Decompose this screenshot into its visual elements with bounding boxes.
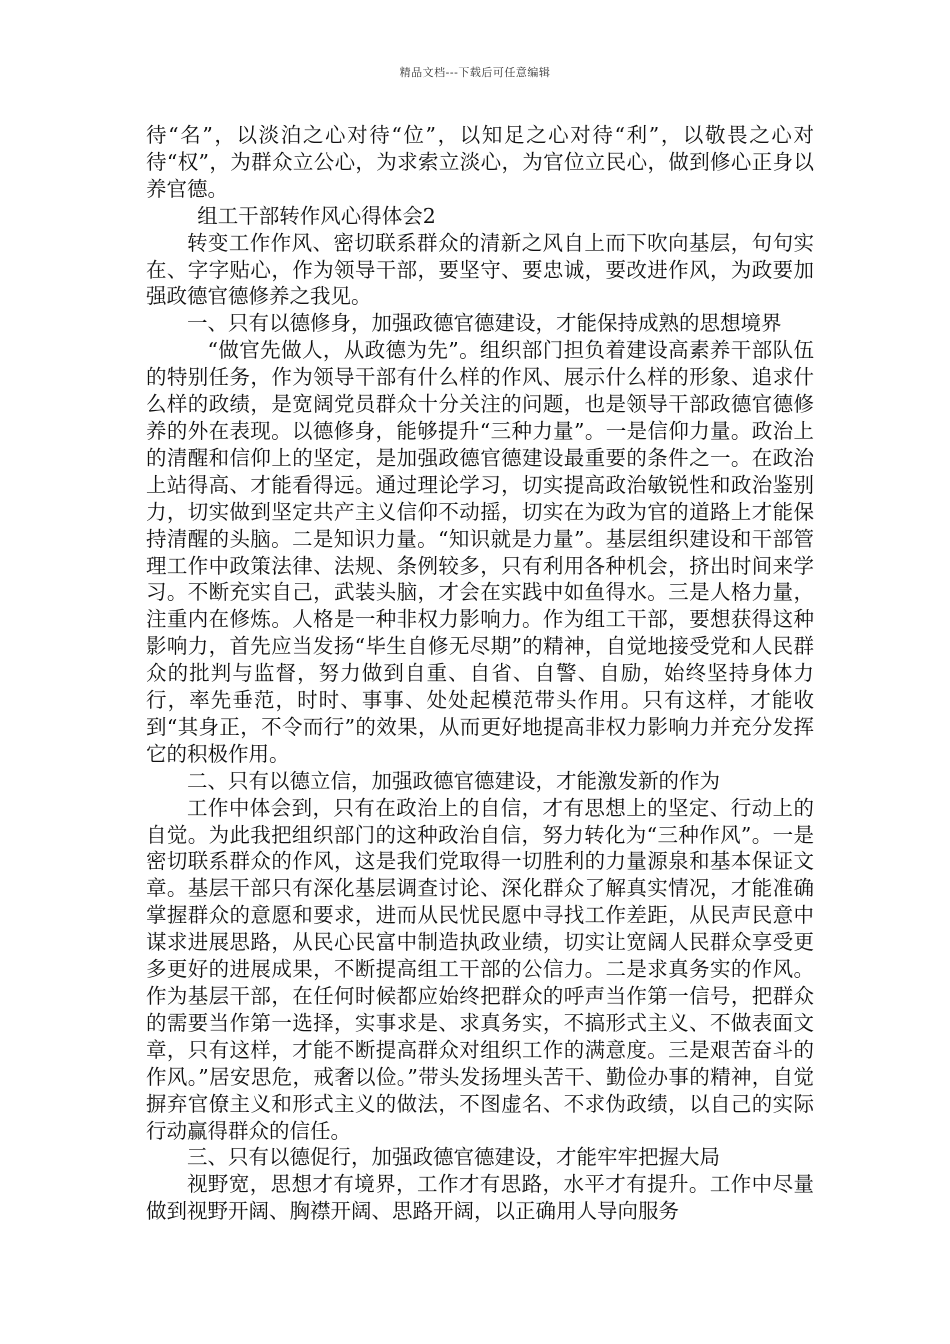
paragraph-one: “做官先做人，从政德为先”。组织部门担负着建设高素养干部队伍的特别任务，作为领导干部有什么样的作风、展示什么样的形象、追求什么样的政绩，是宽阔党员群众十分关注的问题，也是领导干部政德官德修养的外在表现。以德修身，能够提升“三种力量”。一是信仰力量。政治上的清醒和信仰上的坚定，是加强政德官德建设最重要的条件之一。在政治上站得高、才能看得远。通过理论学习，切实提高政治敏锐性和政治鉴别力，切实做到坚定共产主义信仰不动摇，切实在为政为官的道路上才能保持清醒的头脑。二是知识力量。“知识就是力量”。基层组织建设和干部管理工作中政策法律、法规、条例较多，只有利用各种机会，挤出时间来学习。不断充实自己，武装头脑，才会在实践中如鱼得水。三是人格力量，注重内在修炼。人格是一种非权力影响力。作为组工干部，要想获得这种影响力，首先应当发扬“毕生自修无尽期”的精神，自觉地接受党和人民群众的批判与监督，努力做到自重、自省、自警、自励，始终坚持身体力行，率先垂范，时时、事事、处处起模范带头作用。只有这样，才能收到“其身正，不令而行”的效果，从而更好地提高非权力影响力并充分发挥它的积极作用。	[146, 338, 814, 766]
document-body	[146, 122, 814, 1225]
paragraph-two: 工作中体会到，只有在政治上的自信，才有思想上的坚定、行动上的自觉。为此我把组织部门的这种政治自信，努力转化为“三种作风”。一是密切联系群众的作风，这是我们党取得一切胜利的力量源泉和基本保证文章。基层干部只有深化基层调查讨论、深化群众了解真实情况，才能准确掌握群众的意愿和要求，进而从民忧民愿中寻找工作差距，从民声民意中谋求进展思路，从民心民富中制造执政业绩，切实让宽阔人民群众享受更多更好的进展成果，不断提高组工干部的公信力。二是求真务实的作风。作为基层干部，在任何时候都应始终把群众的呼声当作第一信号，把群众的需要当作第一选择，实事求是、求真务实，不搞形式主义、不做表面文章，只有这样，才能不断提高群众对组织工作的满意度。三是艰苦奋斗的作风。”居安思危，戒奢以俭。”带头发扬埋头苦干、勤俭办事的精神，自觉摒弃官僚主义和形式主义的做法，不图虚名、不求伪政绩，以自己的实际行动赢得群众的信任。	[146, 795, 814, 1143]
heading-two: 二、只有以德立信，加强政德官德建设，才能激发新的作为	[187, 768, 720, 793]
intro-paragraph: 转变工作作风、密切联系群众的清新之风自上而下吹向基层，句句实在、字字贴心，作为领导干部，要坚守、要忠诚，要改进作风，为政要加强政德官德修养之我见。	[146, 230, 814, 309]
heading-three: 三、只有以德促行，加强政德官德建设，才能牢牢把握大局	[187, 1145, 720, 1170]
heading-one: 一、只有以德修身，加强政德官德建设，才能保持成熟的思想境界	[187, 311, 782, 336]
paragraph-three: 视野宽，思想才有境界，工作才有思路，水平才有提升。工作中尽量做到视野开阔、胸襟开阔、思路开阔，以正确用人导向服务	[146, 1172, 814, 1224]
section-title: 组工干部转作风心得体会2	[197, 203, 436, 228]
page-header: 精品文档---下载后可任意编辑	[399, 66, 551, 79]
paragraph-continuation: 待“名”，以淡泊之心对待“位”，以知足之心对待“利”，以敬畏之心对待“权”，为群众立公心，为求索立淡心，为官位立民心，做到修心正身以养官德。	[146, 123, 814, 201]
